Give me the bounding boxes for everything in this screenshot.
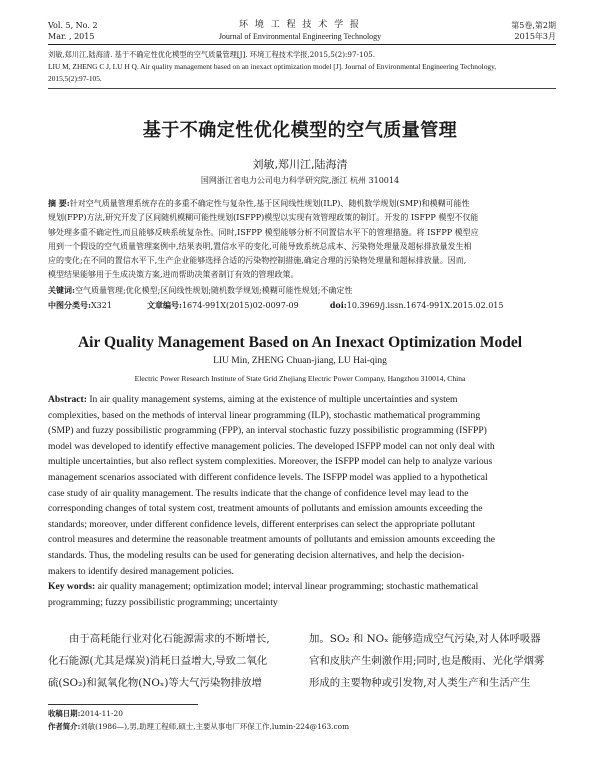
keywords-cn-label: 关键词: xyxy=(48,284,75,295)
body-right-column xyxy=(309,628,556,694)
body-right-line: 官和皮肤产生刺激作用;同时,也是酸雨、光化学烟雾 xyxy=(309,655,545,667)
citation-cn: 刘敏,郑川江,陆海清. 基于不确定性优化模型的空气质量管理[J]. 环境工程技术学报,2015,5(2):97-105. xyxy=(48,50,376,59)
header-date: Mar. , 2015 xyxy=(48,32,95,41)
keywords-cn xyxy=(48,283,556,298)
body-right-line: 形成的主要物种或引发物,对人类生产和生活产生 xyxy=(309,677,531,689)
clc-value: X321 xyxy=(90,301,112,311)
abstract-cn-line: 用到一个假设的空气质量管理案例中,结果表明,置信水平的变化,可能导致系统总成本、污染物处理量及超标排放量发生相 xyxy=(48,241,472,251)
header-rule xyxy=(48,44,556,45)
abstract-en xyxy=(48,392,556,610)
abstract-en-line: makers to identify desired management policies. xyxy=(48,565,234,577)
keywords-cn-text: 空气质量管理;优化模型;区间线性规划;随机数学规划;模糊可能性规划;不确定性 xyxy=(74,285,353,295)
doi-value: 10.3969/j.issn.1674-991X.2015.02.015 xyxy=(346,301,504,311)
abstract-en-line: control measures and determine the reasonable treatment amounts of pollutants and emission amounts exceeding the xyxy=(48,534,496,546)
affiliation-en: Electric Power Research Institute of State Grid Zhejiang Electric Power Company, Hangzhou 310014, China xyxy=(134,374,466,383)
abstract-en-line: complexities, based on the methods of interval linear programming (ILP), stochastic mathematical programming xyxy=(48,409,481,421)
abstract-cn-line: 规划(FPP)方法,研究开发了区间随机模糊可能性规划(ISFPP)模型以实现有效管理政策的制订。开发的 ISFPP 模型不仅能 xyxy=(48,213,479,223)
doi-label: doi: xyxy=(329,300,347,311)
header-journal-en: Journal of Environmental Engineering Technology xyxy=(218,32,382,41)
abstract-cn-line: 针对空气质量管理系统存在的多重不确定性与复杂性,基于区间线性规划(ILP)、随机数学规划(SMP)和模糊可能性 xyxy=(69,199,470,208)
received-label: 收稿日期: xyxy=(48,709,81,718)
abstract-cn-label: 摘 要: xyxy=(48,198,70,208)
keywords-en-line: programming; fuzzy possibilistic programming; uncertainty xyxy=(48,596,278,608)
header-volume-cn: 第5卷,第2期 xyxy=(511,21,556,30)
received-value: 2014-11-20 xyxy=(80,709,123,718)
header-date-cn: 2015年3月 xyxy=(514,32,556,41)
abstract-cn-line: 应的变化;在不同的置信水平下,生产企业能够选择合适的污染物控制措施,确定合理的污染物处理量和超标排放量。因而, xyxy=(48,256,467,266)
citation-en-line1: LIU M, ZHENG C J, LU H Q. Air quality management based on an inexact optimization model [J]. Journal of Environmental Engineering Technology, xyxy=(48,62,497,71)
body-right-line: 加。SO₂ 和 NOₓ 能够造成空气污染,对人体呼吸器 xyxy=(309,633,541,645)
citation-en-line2: 2015,5(2):97-105. xyxy=(48,74,102,83)
body-left-line: 化石能源(尤其是煤炭)消耗日益增大,导致二氧化 xyxy=(48,655,268,667)
abstract-cn-line: 够处理多重不确定性,而且能够反映系统复杂性。同时,ISFPP 模型能够分析不同置信水平下的管理措施。将 ISFPP 模型应 xyxy=(48,227,479,237)
header-journal-cn: 环 境 工 程 技 术 学 报 xyxy=(238,20,362,30)
abstract-en-line: corresponding changes of total system cost, treatment amounts of pollutants and emission amounts exceeding the xyxy=(48,503,483,515)
abstract-en-label: Abstract: xyxy=(48,394,87,405)
keywords-en xyxy=(48,579,556,595)
doc-number-label: 文章编号: xyxy=(147,300,182,311)
doc-number-value: 1674-991X(2015)02-0097-09 xyxy=(181,301,299,311)
body-left-line: 由于高耗能行业对化石能源需求的不断增长, xyxy=(69,633,270,645)
footnote-rule xyxy=(48,704,198,705)
abstract-en-line: case study of air quality management. The results indicate that the change of confidence level may lead to the xyxy=(48,487,469,499)
abstract-en-line: model was developed to identify effective management policies. The developed ISFPP model can not only deal with xyxy=(48,440,495,452)
abstract-en-line: (SMP) and fuzzy possibilistic programming (FPP), an interval stochastic fuzzy possibilistic programming (ISFPP) xyxy=(48,425,487,437)
body-left-column xyxy=(48,628,294,694)
citation-rule xyxy=(48,88,556,89)
abstract-en-line: multiple uncertainties, but also reflect system complexities. Moreover, the ISFPP model can help to analyze various xyxy=(48,456,493,468)
author-bio-label: 作者简介: xyxy=(48,722,81,731)
footnote-received xyxy=(48,709,123,719)
header-volume: Vol. 5, No. 2 xyxy=(48,21,98,30)
authors-en: LIU Min, ZHENG Chuan-jiang, LU Hai-qing xyxy=(213,356,387,366)
author-bio-value: 刘敏(1986—),男,助理工程师,硕士,主要从事电厂环保工作,lumin-224@163.com xyxy=(80,722,350,731)
abstract-cn-line: 模型结果能够用于生成决策方案,进而帮助决策者制订有效的管理政策。 xyxy=(48,270,299,280)
abstract-en-line: standards; moreover, under different confidence levels, different enterprises can select the appropriate pollutant xyxy=(48,518,476,530)
paper-title-cn: 基于不确定性优化模型的空气质量管理 xyxy=(142,120,458,141)
clc-label: 中图分类号: xyxy=(48,300,91,311)
abstract-en-line: management scenarios associated with different confidence levels. The ISFPP model was applied to a hypothetical xyxy=(48,471,488,483)
abstract-en-line: standards. Thus, the modeling results can be used for generating decision alternatives, and help the decision- xyxy=(48,549,465,561)
keywords-en-line: air quality management; optimization model; interval linear programming; stochastic mathematical xyxy=(97,581,479,593)
classification-line xyxy=(48,298,556,313)
paper-title-en: Air Quality Management Based on An Inexact Optimization Model xyxy=(77,334,523,351)
affiliation-cn: 国网浙江省电力公司电力科学研究院,浙江 杭州 310014 xyxy=(200,176,400,185)
footnote-author xyxy=(48,722,556,732)
keywords-en-label: Key words: xyxy=(48,581,96,593)
body-left-line: 硫(SO₂)和氮氧化物(NOₓ)等大气污染物排放增 xyxy=(48,677,262,689)
authors-cn: 刘敏,郑川江,陆海清 xyxy=(252,158,348,171)
abstract-cn xyxy=(48,196,556,313)
abstract-en-line: In air quality management systems, aiming at the existence of multiple uncertainties and system xyxy=(89,394,458,405)
